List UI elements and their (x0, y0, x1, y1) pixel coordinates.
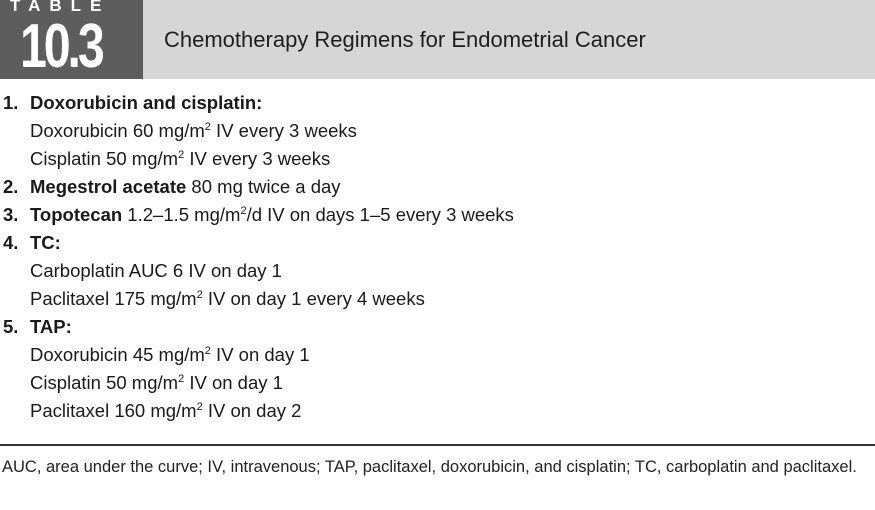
item-number: 1. (3, 92, 19, 113)
regimen-name: Megestrol acetate (30, 176, 187, 197)
item-number: 3. (3, 204, 19, 225)
dose-text: IV on day 1 (184, 372, 283, 393)
dose-text: IV on day 2 (202, 400, 302, 421)
dose-text: Cisplatin 50 mg/m (30, 372, 179, 393)
badge-number: 10.3 (20, 12, 102, 81)
dose-text: 1.2–1.5 mg/m (122, 204, 241, 225)
regimen-name: Topotecan (30, 204, 123, 225)
superscript: 2 (204, 345, 211, 357)
item-number: 2. (3, 176, 19, 197)
regimen-name: TC: (30, 232, 61, 253)
dose-text: IV every 3 weeks (210, 120, 357, 141)
regimen-name: Doxorubicin and cisplatin: (30, 92, 263, 113)
item-number: 4. (3, 232, 19, 253)
superscript: 2 (178, 149, 185, 161)
dose-text: IV on day 1 every 4 weeks (202, 288, 425, 309)
dose-text: Cisplatin 50 mg/m (30, 148, 179, 169)
superscript: 2 (196, 289, 203, 301)
dose-text: Paclitaxel 160 mg/m (30, 400, 197, 421)
regimen-name: TAP: (30, 316, 72, 337)
footnote-divider (0, 444, 875, 446)
table-number-badge (0, 0, 143, 79)
dose-text: Doxorubicin 60 mg/m (30, 120, 205, 141)
dose-text: 80 mg twice a day (186, 176, 341, 197)
superscript: 2 (196, 401, 203, 413)
superscript: 2 (240, 205, 247, 217)
table-title: Chemotherapy Regimens for Endometrial Cancer (164, 27, 646, 52)
superscript: 2 (204, 121, 211, 133)
item-number: 5. (3, 316, 19, 337)
dose-text: Doxorubicin 45 mg/m (30, 344, 205, 365)
table-footnote: AUC, area under the curve; IV, intravenous; TAP, paclitaxel, doxorubicin, and cisplatin; TC, carboplatin and paclitaxel. (2, 458, 857, 476)
dose-text: IV on day 1 (210, 344, 310, 365)
dose-text: Paclitaxel 175 mg/m (30, 288, 197, 309)
superscript: 2 (178, 373, 185, 385)
badge-word: TABLE (10, 0, 111, 15)
dose-text: Carboplatin AUC 6 IV on day 1 (30, 260, 282, 281)
dose-text: IV every 3 weeks (184, 148, 331, 169)
table-header (0, 0, 875, 79)
dose-text: /d IV on days 1–5 every 3 weeks (246, 204, 514, 225)
